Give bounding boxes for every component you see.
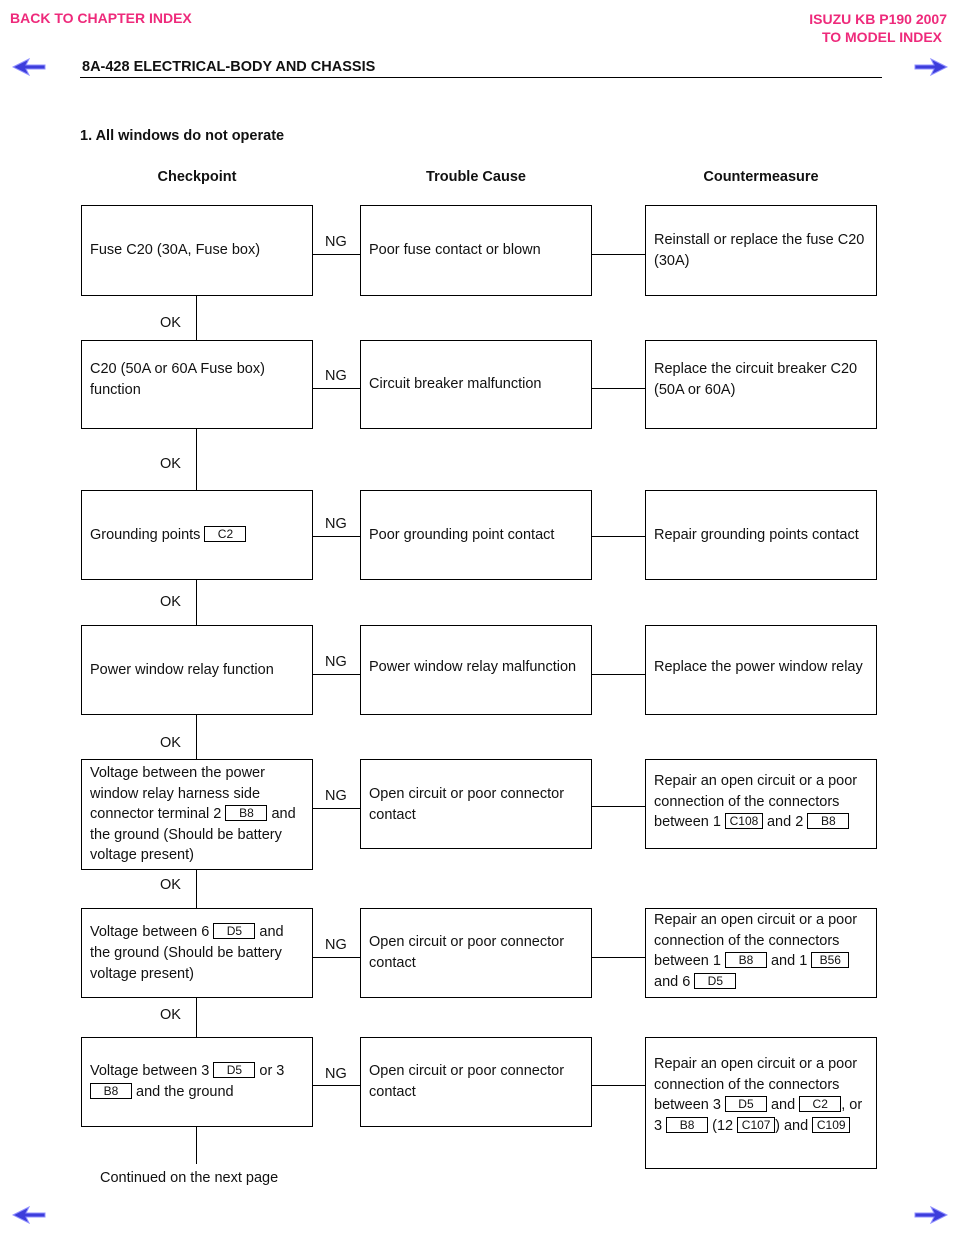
connector-tag: B8 xyxy=(725,952,767,968)
connector-tag: D5 xyxy=(213,1062,255,1078)
ng-label: NG xyxy=(325,234,347,250)
countermeasure-text-part: (12 xyxy=(712,1117,734,1134)
ok-connector-line xyxy=(196,428,197,491)
checkpoint-box xyxy=(81,759,313,870)
cause-measure-line xyxy=(591,254,646,255)
cause-text: Circuit breaker malfunction xyxy=(369,376,542,392)
cause-measure-line xyxy=(591,674,646,675)
ok-connector-line xyxy=(196,869,197,909)
checkpoint-box xyxy=(81,340,313,429)
connector-tag: B56 xyxy=(811,952,849,968)
countermeasure-box xyxy=(645,908,877,998)
ok-connector-line xyxy=(196,579,197,626)
next-page-arrow-icon[interactable] xyxy=(914,58,948,76)
ok-label: OK xyxy=(160,456,181,472)
countermeasure-text xyxy=(654,1054,868,1136)
countermeasure-box xyxy=(645,625,877,715)
checkpoint-text: Power window relay function xyxy=(90,661,274,678)
checkpoint-box xyxy=(81,205,313,296)
cause-box xyxy=(360,205,592,296)
countermeasure-text: Replace the circuit breaker C20 (50A or 60A) xyxy=(654,360,858,398)
connector-tag: C108 xyxy=(725,813,763,829)
ok-label: OK xyxy=(160,594,181,610)
ok-label: OK xyxy=(160,735,181,751)
ok-connector-line xyxy=(196,714,197,760)
ok-label: OK xyxy=(160,315,181,331)
model-index-link[interactable] xyxy=(809,10,947,46)
back-to-chapter-index-link[interactable]: BACK TO CHAPTER INDEX xyxy=(10,10,192,26)
ng-label: NG xyxy=(325,654,347,670)
ok-label: OK xyxy=(160,877,181,893)
cause-text: Open circuit or poor connector contact xyxy=(369,1063,565,1100)
countermeasure-text-part: , or 3 xyxy=(654,1097,863,1134)
checkpoint-text-part: and the ground xyxy=(136,1084,234,1100)
ng-label: NG xyxy=(325,368,347,384)
cause-measure-line xyxy=(591,388,646,389)
checkpoint-text-part: and the ground (Should be battery voltage present) xyxy=(90,806,296,864)
cause-box xyxy=(360,1037,592,1127)
checkpoint-text xyxy=(90,525,246,546)
connector-tag: C2 xyxy=(799,1096,841,1112)
countermeasure-text-part: Repair an open circuit or a poor connection of the connectors between 1 xyxy=(654,912,858,969)
checkpoint-text: C20 (50A or 60A Fuse box) function xyxy=(90,360,265,398)
ng-label: NG xyxy=(325,1066,347,1082)
countermeasure-text: Reinstall or replace the fuse C20 (30A) xyxy=(654,232,865,269)
cause-measure-line xyxy=(591,806,646,807)
connector-tag: D5 xyxy=(694,973,736,989)
ok-connector-line xyxy=(196,295,197,341)
cause-box xyxy=(360,625,592,715)
connector-tag: B8 xyxy=(225,805,267,821)
checkpoint-box xyxy=(81,908,313,998)
cause-measure-line xyxy=(591,1085,646,1086)
cause-box xyxy=(360,908,592,998)
ng-connector-line xyxy=(312,536,360,537)
cause-text: Power window relay malfunction xyxy=(369,658,577,675)
countermeasure-text-part: and 1 xyxy=(770,953,808,969)
connector-tag: D5 xyxy=(725,1096,767,1112)
connector-tag: D5 xyxy=(213,923,255,939)
checkpoint-text xyxy=(90,1061,304,1103)
ng-label: NG xyxy=(325,516,347,532)
ok-label: OK xyxy=(160,1007,181,1023)
prev-page-arrow-icon[interactable] xyxy=(12,1206,46,1224)
cause-text: Poor fuse contact or blown xyxy=(369,242,541,258)
next-page-arrow-icon[interactable] xyxy=(914,1206,948,1224)
cause-text: Open circuit or poor connector contact xyxy=(369,786,565,823)
cause-text: Open circuit or poor connector contact xyxy=(369,934,565,971)
ng-connector-line xyxy=(312,957,360,958)
cause-measure-line xyxy=(591,957,646,958)
cause-measure-line xyxy=(591,536,646,537)
checkpoint-text-part: Voltage between the power window relay harness side connector terminal 2 xyxy=(90,765,265,823)
countermeasure-box xyxy=(645,759,877,849)
connector-tag: C109 xyxy=(812,1117,850,1133)
cause-box xyxy=(360,759,592,849)
countermeasure-text-part: ) and xyxy=(775,1117,809,1134)
checkpoint-text-part: Voltage between 6 xyxy=(90,923,210,940)
cause-text: Poor grounding point contact xyxy=(369,526,555,543)
countermeasure-box xyxy=(645,1037,877,1169)
continuation-line xyxy=(196,1126,197,1164)
procedure-heading: 1. All windows do not operate xyxy=(80,128,285,144)
ng-label: NG xyxy=(325,937,347,953)
countermeasure-text: Repair grounding points contact xyxy=(654,526,859,543)
continued-note: Continued on the next page xyxy=(100,1170,279,1186)
connector-tag: B8 xyxy=(666,1117,708,1133)
to-model-index[interactable]: TO MODEL INDEX xyxy=(821,29,942,45)
connector-tag: B8 xyxy=(90,1083,132,1099)
column-head-countermeasure: Countermeasure xyxy=(703,169,819,185)
checkpoint-text: Fuse C20 (30A, Fuse box) xyxy=(90,242,261,258)
connector-tag: C2 xyxy=(204,526,246,542)
ng-connector-line xyxy=(312,254,360,255)
checkpoint-box xyxy=(81,1037,313,1127)
checkpoint-text-part: or 3 xyxy=(259,1063,285,1079)
countermeasure-text: Replace the power window relay xyxy=(654,658,863,675)
cause-box xyxy=(360,490,592,580)
checkpoint-text-part: Voltage between 3 xyxy=(90,1063,210,1079)
countermeasure-box xyxy=(645,205,877,296)
countermeasure-box xyxy=(645,490,877,580)
countermeasure-text-part: and 6 xyxy=(654,973,691,990)
connector-tag: C107 xyxy=(737,1117,775,1133)
ok-connector-line xyxy=(196,997,197,1038)
connector-tag: B8 xyxy=(807,813,849,829)
countermeasure-text-part: and xyxy=(770,1097,796,1113)
checkpoint-text-part: and the ground (Should be battery voltage present) xyxy=(90,923,284,982)
ng-connector-line xyxy=(312,674,360,675)
checkpoint-text xyxy=(90,922,304,985)
ng-connector-line xyxy=(312,1085,360,1086)
column-head-trouble-cause: Trouble Cause xyxy=(426,169,526,185)
ng-connector-line xyxy=(312,808,360,809)
checkpoint-box xyxy=(81,625,313,715)
cause-box xyxy=(360,340,592,429)
countermeasure-text xyxy=(654,910,868,992)
checkpoint-box xyxy=(81,490,313,580)
column-head-checkpoint: Checkpoint xyxy=(157,169,237,185)
section-title: 8A-428 ELECTRICAL-BODY AND CHASSIS xyxy=(82,59,376,75)
checkpoint-text-main: Grounding points xyxy=(90,526,201,543)
countermeasure-text-part: Repair an open circuit or a poor connection of the connectors between 1 xyxy=(654,773,858,831)
ng-connector-line xyxy=(312,388,360,389)
countermeasure-box xyxy=(645,340,877,429)
ng-label: NG xyxy=(325,788,347,804)
prev-page-arrow-icon[interactable] xyxy=(12,58,46,76)
countermeasure-text-part: and 2 xyxy=(766,814,804,831)
countermeasure-text xyxy=(654,771,868,833)
model-name[interactable]: ISUZU KB P190 2007 xyxy=(809,11,947,27)
countermeasure-text-part: Repair an open circuit or a poor connection of the connectors between 3 xyxy=(654,1056,858,1113)
header-rule xyxy=(80,77,882,78)
checkpoint-text xyxy=(90,763,304,866)
